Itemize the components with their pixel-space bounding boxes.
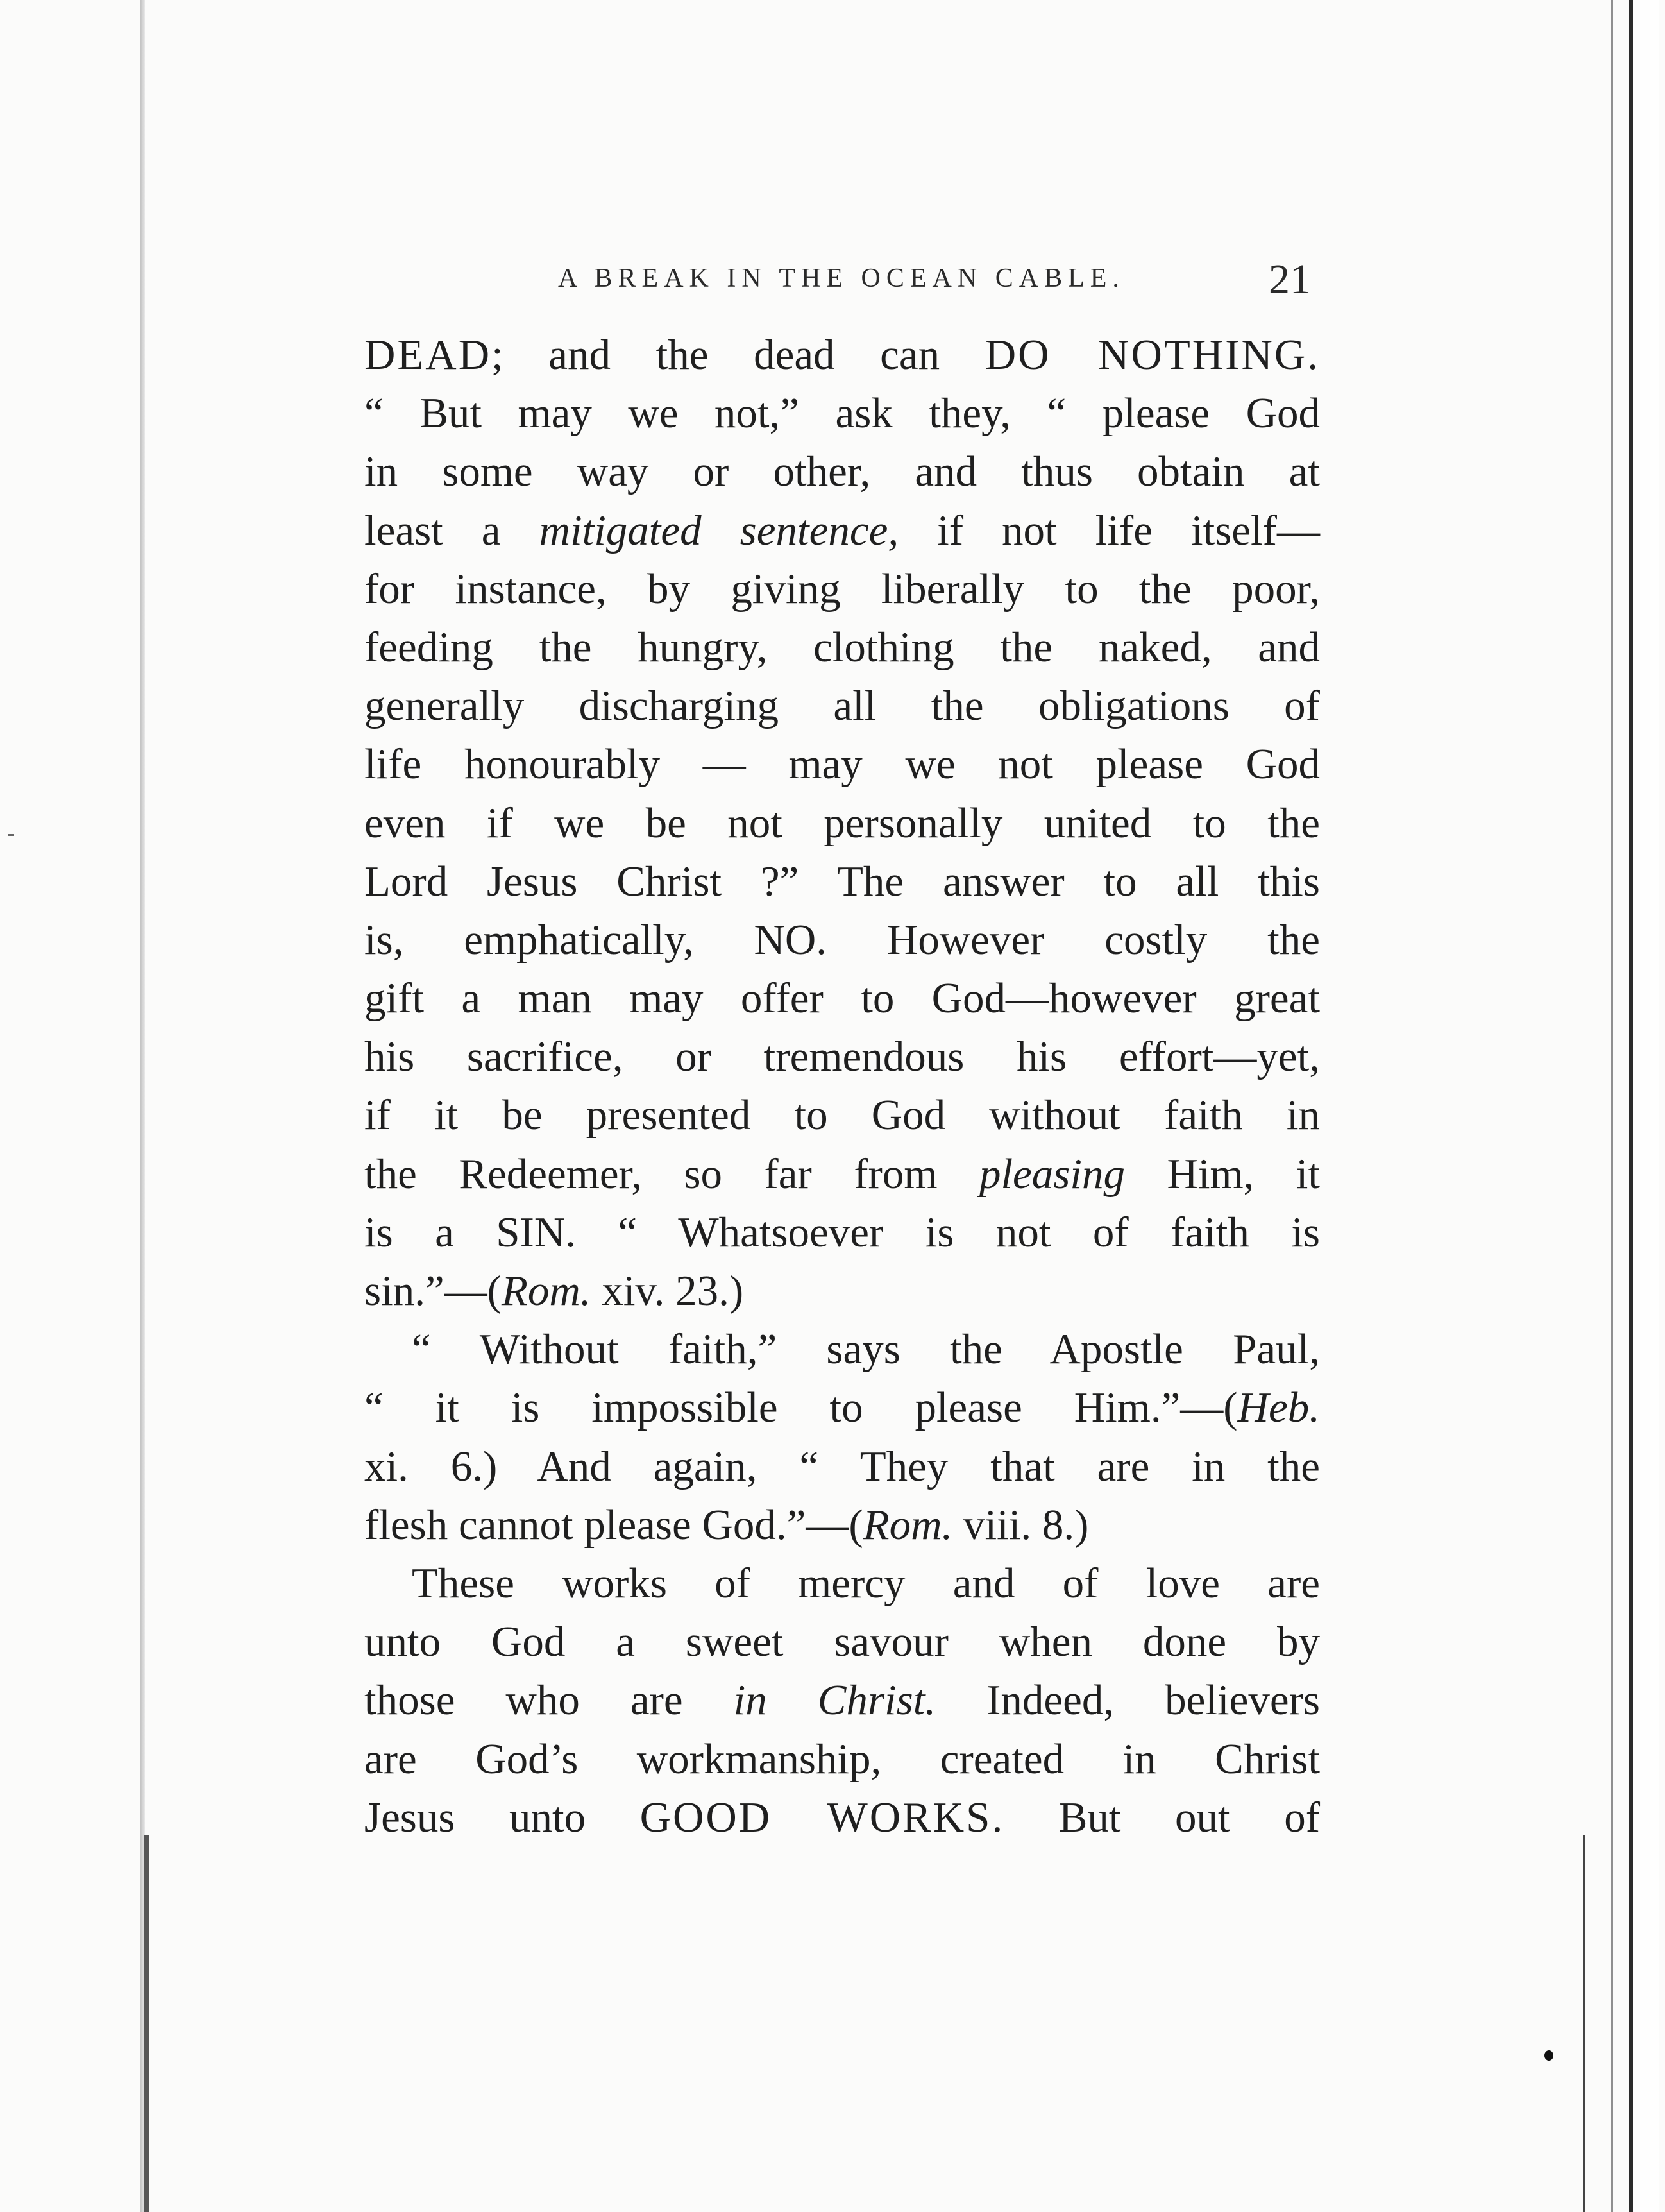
text-line: even if we be not personally united to the: [364, 799, 1320, 847]
text-line: the Redeemer, so far from pleasing Him, it: [364, 1150, 1320, 1198]
text-line: “ Without faith,” says the Apostle Paul,: [412, 1325, 1320, 1374]
binding-edge: [144, 1835, 149, 2212]
scan-mark: [8, 834, 14, 836]
text-line: These works of mercy and of love are: [412, 1559, 1320, 1607]
text-line: unto God a sweet savour when done by: [364, 1618, 1320, 1666]
scan-speck: [1544, 2050, 1553, 2061]
text-line: Lord Jesus Christ ?” The answer to all this: [364, 857, 1320, 905]
text-line: if it be presented to God without faith in: [364, 1091, 1320, 1139]
text-line: those who are in Christ. Indeed, believers: [364, 1676, 1320, 1724]
text-line: flesh cannot please God.”—(Rom. viii. 8.): [364, 1501, 1089, 1549]
page-edge-line-lower: [1583, 1835, 1585, 2212]
text-line: life honourably — may we not please God: [364, 740, 1320, 788]
page-number: 21: [1269, 256, 1311, 303]
text-line: is, emphatically, NO. However costly the: [364, 915, 1320, 964]
text-line: sin.”—(Rom. xiv. 23.): [364, 1267, 744, 1314]
body-text: [364, 326, 1320, 1847]
text-line: xi. 6.) And again, “ They that are in the: [364, 1442, 1320, 1490]
text-line: in some way or other, and thus obtain at: [364, 448, 1320, 496]
text-line: DEAD; and the dead can DO NOTHING.: [364, 331, 1320, 379]
text-line: “ it is impossible to please Him.”—(Heb.: [364, 1384, 1320, 1432]
text-line: Jesus unto GOOD WORKS. But out of: [364, 1793, 1321, 1841]
text-line: least a mitigated sentence, if not life itself—: [364, 506, 1320, 554]
text-line: gift a man may offer to God—however great: [364, 974, 1320, 1023]
text-line: for instance, by giving liberally to the poor,: [364, 565, 1320, 613]
page-right-border: [1629, 0, 1659, 2212]
text-line: feeding the hungry, clothing the naked, and: [364, 623, 1320, 671]
text-line: generally discharging all the obligations of: [364, 682, 1320, 730]
running-head: A BREAK IN THE OCEAN CABLE.: [558, 264, 1125, 293]
text-line: is a SIN. “ Whatsoever is not of faith is: [364, 1208, 1320, 1256]
text-line: “ But may we not,” ask they, “ please God: [364, 389, 1320, 438]
text-line: are God’s workmanship, created in Christ: [364, 1735, 1320, 1783]
page-edge-line: [1611, 0, 1613, 2212]
text-line: his sacrifice, or tremendous his effort—yet,: [364, 1033, 1320, 1081]
